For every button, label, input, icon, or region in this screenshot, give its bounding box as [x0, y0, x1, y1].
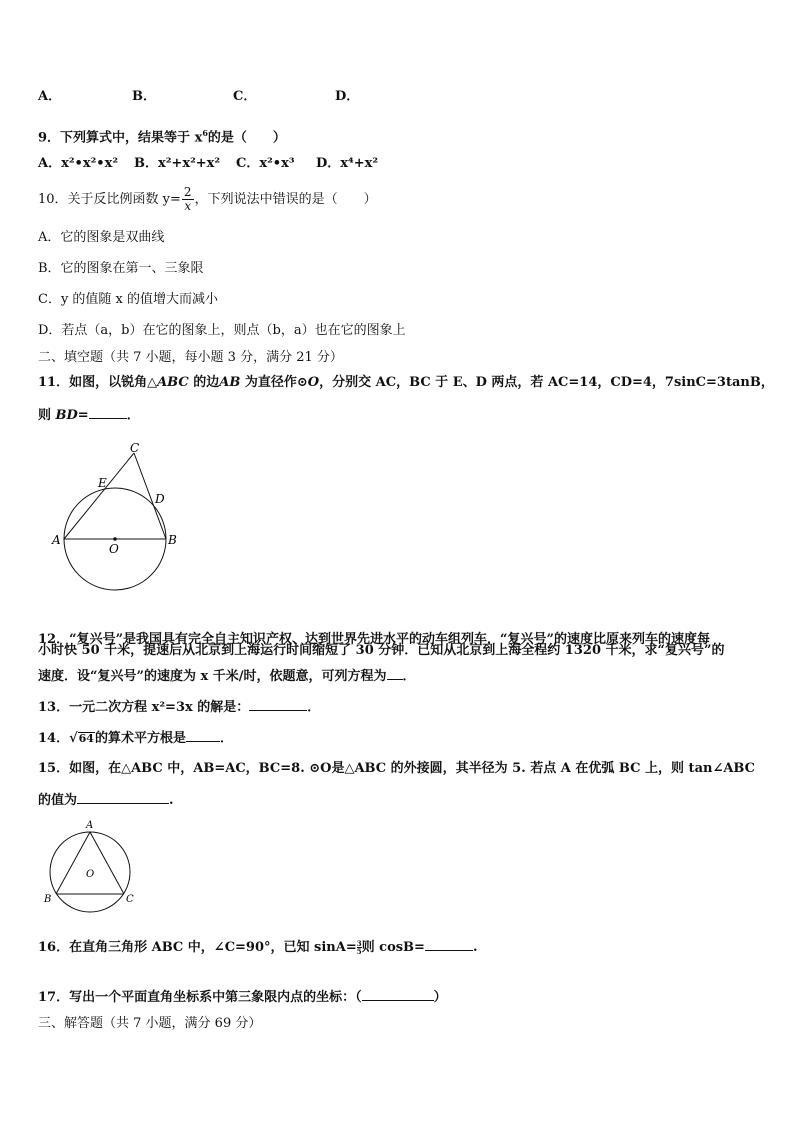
q10-option-d: D．若点（a，b）在它的图象上，则点（b，a）也在它的图象上 — [38, 323, 406, 338]
q11-label-d: D — [155, 492, 165, 506]
q9-options-row — [38, 155, 379, 173]
q11-label-b: B — [168, 533, 177, 547]
q17: 17．写出一个平面直角坐标系中第三象限内点的坐标：（ ） — [38, 990, 447, 1005]
q10-fraction: $\frac{2}{x}$ — [183, 185, 192, 213]
q15-line-1: 15．如图，在△ABC 中，AB=AC，BC=8. ⊙O是△ABC 的外接圆，其半径为 5. 若点 A 在优弧 BC 上，则 tan∠ABC — [38, 761, 755, 776]
q17-answer-blank[interactable] — [362, 988, 434, 1001]
q14-answer-blank[interactable] — [186, 729, 220, 742]
q15-label-o: O — [86, 869, 95, 880]
q12-answer-blank[interactable] — [387, 667, 403, 680]
q9-option-c: C．x²•x³ — [236, 156, 295, 171]
q15-answer-blank[interactable] — [77, 791, 169, 804]
q13-answer-blank[interactable] — [249, 698, 307, 711]
q10-stem: 10．关于反比例函数 y= $\frac{2}{x}$ ，下列说法中错误的是（ ） — [38, 185, 377, 213]
q15-label-b: B — [44, 894, 52, 905]
q16-answer-blank[interactable] — [425, 938, 473, 951]
q15-circle-figure — [38, 814, 142, 918]
q8-option-c: C． — [233, 89, 257, 104]
q12-line-2: 小时快 50 千米，提速后从北京到上海运行时间缩短了 30 分钟．已知从北京到上海全程约 1320 千米，求“复兴号”的 — [38, 643, 725, 658]
q11-answer-blank[interactable] — [89, 406, 127, 419]
q8-option-b: B． — [132, 89, 156, 104]
q16-fraction: $\frac{3}{5}$ — [356, 939, 362, 956]
q11-label-e: E — [98, 476, 107, 490]
q8-option-a: A． — [38, 89, 62, 104]
q15-label-a: A — [86, 820, 94, 831]
q11-circle-figure — [48, 438, 188, 593]
q12-line-1: 12．“复兴号”是我国具有完全自主知识产权、达到世界先进水平的动车组列车．“复兴号”的速度比原来列车的速度每 — [38, 632, 711, 647]
section-2-heading: 二、填空题（共 7 小题，每小题 3 分，满分 21 分） — [38, 350, 343, 365]
q11-label-c: C — [130, 441, 140, 455]
q11-side-ac — [64, 453, 134, 539]
q15-side-ac — [90, 832, 124, 894]
q13: 13．一元二次方程 x²=3x 的解是： ． — [38, 700, 321, 715]
q11-line-1: 11．如图，以锐角△ABC 的边AB 为直径作⊙O，分别交 AC，BC 于 E、D 两点，若 AC=14，CD=4，7sinC=3tanB， — [38, 375, 774, 390]
q10-option-a: A．它的图象是双曲线 — [38, 230, 165, 245]
q8-options-row — [38, 88, 360, 106]
q15-side-ab — [56, 832, 90, 894]
q11-line-2: 则 BD= ． — [38, 408, 140, 423]
q14: 14．√64的算术平方根是 ． — [38, 731, 233, 746]
q9-option-b: B．x²+x²+x² — [134, 156, 221, 171]
q11-label-a: A — [52, 533, 61, 547]
q10-option-b: B．它的图象在第一、三象限 — [38, 261, 204, 276]
q15-line-2: 的值为 . — [38, 793, 174, 808]
q9-stem: 9．下列算式中，结果等于 $x^6$的是（ ） — [38, 128, 286, 146]
q11-center-dot — [113, 537, 117, 541]
q9-option-d: D．x⁴+x² — [316, 156, 379, 171]
q8-option-d: D． — [335, 89, 360, 104]
q16: 16．在直角三角形 ABC 中，∠C=90°，已知 sinA= $\frac{3}{5}$则 cosB= . — [38, 939, 478, 956]
q9-option-a: A．x²•x²•x² — [38, 156, 119, 171]
q12-line-3: 速度．设“复兴号”的速度为 x 千米/时，依题意，可列方程为 ． — [38, 669, 416, 684]
q14-sqrt: 64 — [78, 732, 94, 745]
q10-option-c: C．y 的值随 x 的值增大而减小 — [38, 292, 219, 307]
section-3-heading: 三、解答题（共 7 小题，满分 69 分） — [38, 1016, 262, 1031]
q15-label-c: C — [126, 894, 134, 905]
q11-label-o: O — [109, 542, 119, 556]
